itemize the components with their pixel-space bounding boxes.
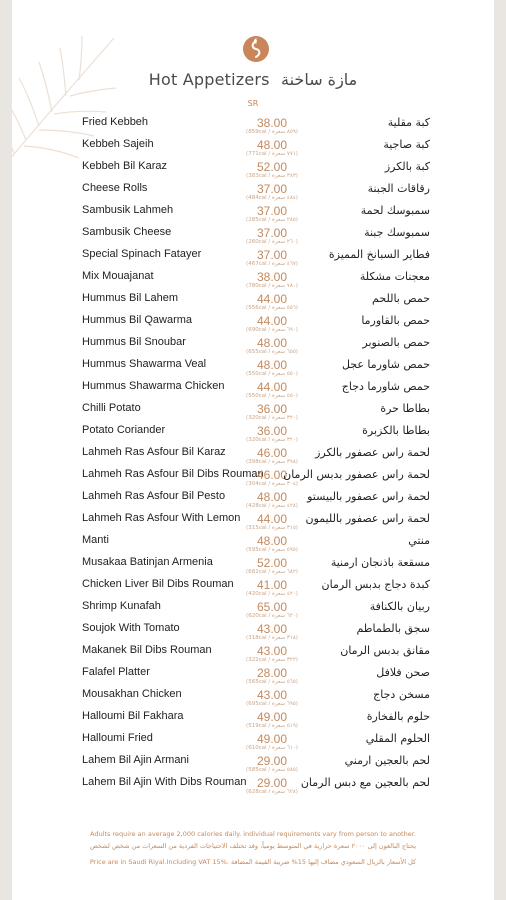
- menu-item-price: 37.00: [256, 182, 288, 196]
- menu-item-name-en: Hummus Bil Qawarma: [82, 314, 193, 326]
- menu-item-calories: (484cal / ٤٨٤ سعرة): [246, 195, 298, 201]
- menu-item-row: [12, 644, 494, 666]
- menu-item-name-ar: كبة بالكرز: [384, 160, 430, 173]
- menu-item-price: 43.00: [256, 622, 288, 636]
- menu-item-calories: (690cal / ٦٩٠ سعرة): [246, 327, 298, 333]
- section-title: [12, 70, 494, 89]
- menu-item-price: 37.00: [256, 248, 288, 262]
- menu-item-name-ar: لحمة راس عصفور بالبيستو: [307, 490, 430, 503]
- menu-item-price: 43.00: [256, 644, 288, 658]
- menu-item-name-ar: مسقعة باذنجان ارمنية: [330, 556, 430, 569]
- menu-item-price: 36.00: [256, 424, 288, 438]
- menu-item-name-ar: لحمة راس عصفور بالليمون: [305, 512, 430, 525]
- menu-item-name-en: Sambusik Lahmeh: [82, 204, 174, 216]
- menu-item-name-ar: بطاطا بالكزبرة: [362, 424, 430, 437]
- menu-item-row: [12, 512, 494, 534]
- menu-item-name-ar: حمص بالصنوبر: [362, 336, 430, 349]
- menu-item-name-en: Cheese Rolls: [82, 182, 148, 194]
- menu-item-name-en: Chicken Liver Bil Dibs Rouman: [82, 578, 234, 590]
- menu-item-row: [12, 710, 494, 732]
- menu-item-row: [12, 468, 494, 490]
- menu-item-name-ar: منتي: [408, 534, 430, 547]
- price-note: [12, 858, 494, 866]
- menu-item-name-en: Kebbeh Sajeih: [82, 138, 154, 150]
- menu-item-price: 48.00: [256, 358, 288, 372]
- menu-item-calories: (780cal / ٧٨٠ سعرة): [246, 283, 298, 289]
- menu-item-row: [12, 292, 494, 314]
- menu-item-name-en: Sambusik Cheese: [82, 226, 172, 238]
- menu-item-name-ar: لحمة راس عصفور بدبس الرمان: [283, 468, 430, 481]
- menu-item-name-ar: مسخن دجاج: [373, 688, 430, 701]
- menu-item-name-ar: لحم بالعجين مع دبس الرمان: [300, 776, 430, 789]
- menu-item-calories: (859cal / ٨٥٩ سعرة): [246, 129, 298, 135]
- menu-item-price: 49.00: [256, 732, 288, 746]
- menu-item-calories: (467cal / ٤٦٧ سعرة): [246, 261, 298, 267]
- menu-item-calories: (315cal / ٣١٥ سعرة): [246, 525, 298, 531]
- menu-item-name-ar: سجق بالطماطم: [356, 622, 430, 635]
- menu-item-row: [12, 248, 494, 270]
- menu-item-name-en: Hummus Bil Snoubar: [82, 336, 186, 348]
- menu-item-price: 48.00: [256, 490, 288, 504]
- menu-item-calories: (420cal / ٤٢٠ سعرة): [246, 591, 298, 597]
- menu-item-row: [12, 776, 494, 798]
- menu-page: [12, 0, 494, 900]
- menu-item-name-ar: لحم بالعجين ارمني: [344, 754, 430, 767]
- section-title-en: Hot Appetizers: [148, 70, 270, 89]
- menu-item-calories: (655cal / ٦٥٥ سعرة): [246, 349, 298, 355]
- menu-item-calories: (318cal / ٣١٨ سعرة): [246, 635, 298, 641]
- menu-item-calories: (585cal / ٥٨٥ سعرة): [246, 767, 298, 773]
- menu-item-price: 52.00: [256, 160, 288, 174]
- menu-item-name-ar: كبدة دجاج بدبس الرمان: [321, 578, 430, 591]
- menu-item-name-ar: معجنات مشكلة: [359, 270, 430, 283]
- menu-item-row: [12, 226, 494, 248]
- menu-item-calories: (771cal / ٧٧١ سعرة): [246, 151, 298, 157]
- menu-item-name-en: Potato Coriander: [82, 424, 166, 436]
- menu-item-price: 43.00: [256, 688, 288, 702]
- menu-item-calories: (260cal / ٢٦٠ سعرة): [246, 239, 298, 245]
- menu-item-calories: (285cal / ٢٨٥ سعرة): [246, 217, 298, 223]
- menu-item-price: 44.00: [256, 292, 288, 306]
- menu-item-calories: (550cal / ٥٥٠ سعرة): [246, 393, 298, 399]
- menu-item-name-en: Makanek Bil Dibs Rouman: [82, 644, 212, 656]
- menu-item-calories: (550cal / ٥٥٠ سعرة): [246, 371, 298, 377]
- menu-item-price: 38.00: [256, 270, 288, 284]
- menu-item-name-en: Mix Mouajanat: [82, 270, 154, 282]
- menu-item-name-ar: حمص شاورما دجاج: [341, 380, 430, 393]
- menu-item-name-ar: كبة مقلية: [387, 116, 430, 129]
- currency-label: SR: [247, 99, 259, 108]
- menu-item-calories: (322cal / ٣٢٢ سعرة): [246, 657, 298, 663]
- menu-item-name-ar: حمص شاورما عجل: [341, 358, 430, 371]
- menu-item-name-en: Lahmeh Ras Asfour With Lemon: [82, 512, 241, 524]
- menu-item-row: [12, 402, 494, 424]
- menu-item-name-en: Halloumi Fried: [82, 732, 153, 744]
- menu-item-row: [12, 600, 494, 622]
- menu-item-name-en: Fried Kebbeh: [82, 116, 149, 128]
- menu-item-name-ar: حمص باللحم: [372, 292, 430, 305]
- menu-item-price: 44.00: [256, 380, 288, 394]
- menu-item-calories: (595cal / ٥٩٥ سعرة): [246, 547, 298, 553]
- menu-item-name-en: Hummus Bil Lahem: [82, 292, 178, 304]
- menu-item-price: 48.00: [256, 336, 288, 350]
- menu-item-row: [12, 688, 494, 710]
- menu-item-name-ar: سمبوسك لحمة: [360, 204, 430, 217]
- menu-item-row: [12, 424, 494, 446]
- menu-item-calories: (628cal / ٦٢٨ سعرة): [246, 789, 298, 795]
- menu-item-calories: (695cal / ٦٩٥ سعرة): [246, 701, 298, 707]
- menu-item-calories: (565cal / ٥٦٥ سعرة): [246, 679, 298, 685]
- menu-item-row: [12, 204, 494, 226]
- menu-item-price: 28.00: [256, 666, 288, 680]
- menu-item-calories: (620cal / ٦٢٠ سعرة): [246, 613, 298, 619]
- menu-item-name-ar: رقاقات الجبنة: [367, 182, 430, 195]
- price-note-en: Price are in Saudi Riyal.Including VAT 15%.: [89, 858, 229, 866]
- menu-item-calories: (398cal / ٣٩٨ سعرة): [246, 459, 298, 465]
- menu-item-price: 44.00: [256, 314, 288, 328]
- menu-item-price: 41.00: [256, 578, 288, 592]
- menu-item-name-ar: بطاطا حرة: [380, 402, 430, 415]
- menu-item-name-en: Soujok With Tomato: [82, 622, 180, 634]
- menu-item-name-en: Lahem Bil Ajin With Dibs Rouman: [82, 776, 247, 788]
- price-note-ar: كل الأسعار بالريال السعودي مضاف إليها 15% ضريبة القيمة المضافة: [230, 858, 417, 866]
- menu-item-price: 37.00: [256, 204, 288, 218]
- menu-item-name-en: Lahmeh Ras Asfour Bil Dibs Rouman: [82, 468, 264, 480]
- menu-item-name-en: Chilli Potato: [82, 402, 141, 414]
- menu-item-row: [12, 490, 494, 512]
- menu-item-price: 52.00: [256, 556, 288, 570]
- menu-item-row: [12, 270, 494, 292]
- menu-item-calories: (383cal / ٣٨٣ سعرة): [246, 173, 298, 179]
- menu-item-calories: (519cal / ٥١٩ سعرة): [246, 723, 298, 729]
- menu-item-price: 37.00: [256, 226, 288, 240]
- menu-item-price: 29.00: [256, 754, 288, 768]
- menu-item-price: 46.00: [256, 468, 288, 482]
- menu-item-price: 48.00: [256, 534, 288, 548]
- menu-item-calories: (428cal / ٤٢٨ سعرة): [246, 503, 298, 509]
- menu-item-row: [12, 138, 494, 160]
- menu-item-calories: (556cal / ٥٥٦ سعرة): [246, 305, 298, 311]
- calorie-note-en: Adults require an average 2,000 calories daily. individual requirements vary from person to another.: [90, 830, 416, 838]
- menu-item-price: 48.00: [256, 138, 288, 152]
- menu-item-name-en: Lahmeh Ras Asfour Bil Karaz: [82, 446, 226, 458]
- menu-item-row: [12, 358, 494, 380]
- menu-item-name-ar: فطاير السبانخ المميزة: [328, 248, 430, 261]
- menu-item-name-ar: صحن فلافل: [376, 666, 430, 679]
- menu-item-name-en: Musakaa Batinjan Armenia: [82, 556, 213, 568]
- menu-item-name-en: Lahem Bil Ajin Armani: [82, 754, 189, 766]
- menu-item-row: [12, 380, 494, 402]
- menu-item-name-ar: ربيان بالكنافة: [369, 600, 430, 613]
- menu-item-row: [12, 314, 494, 336]
- menu-item-row: [12, 622, 494, 644]
- menu-item-calories: (304cal / ٣٠٤ سعرة): [246, 481, 298, 487]
- menu-item-name-ar: حلوم بالفخارة: [366, 710, 430, 723]
- menu-item-price: 49.00: [256, 710, 288, 724]
- menu-item-calories: (320cal / ٣٢٠ سعرة): [246, 415, 298, 421]
- menu-item-name-en: Hummus Shawarma Veal: [82, 358, 207, 370]
- menu-item-name-ar: لحمة راس عصفور بالكرز: [315, 446, 430, 459]
- menu-item-calories: (320cal / ٣٢٠ سعرة): [246, 437, 298, 443]
- menu-item-price: 46.00: [256, 446, 288, 460]
- section-title-ar: مازة ساخنة: [281, 70, 358, 89]
- menu-item-row: [12, 556, 494, 578]
- menu-item-name-en: Falafel Platter: [82, 666, 150, 678]
- menu-item-price: 65.00: [256, 600, 288, 614]
- menu-item-row: [12, 578, 494, 600]
- menu-item-row: [12, 534, 494, 556]
- menu-item-price: 38.00: [256, 116, 288, 130]
- brand-logo-icon: [243, 36, 269, 62]
- menu-list: [12, 116, 494, 798]
- menu-item-calories: (682cal / ٦٨٢ سعرة): [246, 569, 298, 575]
- menu-item-row: [12, 666, 494, 688]
- menu-item-name-en: Shrimp Kunafah: [82, 600, 161, 612]
- menu-item-name-ar: كبة صاجية: [383, 138, 430, 151]
- menu-item-row: [12, 732, 494, 754]
- menu-item-name-ar: الحلوم المقلي: [365, 732, 430, 745]
- menu-item-row: [12, 336, 494, 358]
- menu-item-name-ar: سمبوسك جبنة: [364, 226, 430, 239]
- menu-item-name-en: Special Spinach Fatayer: [82, 248, 202, 260]
- menu-item-price: 29.00: [256, 776, 288, 790]
- menu-item-row: [12, 116, 494, 138]
- menu-item-row: [12, 446, 494, 468]
- menu-item-name-en: Manti: [82, 534, 109, 546]
- menu-item-name-en: Kebbeh Bil Karaz: [82, 160, 167, 172]
- menu-item-row: [12, 754, 494, 776]
- menu-item-name-en: Lahmeh Ras Asfour Bil Pesto: [82, 490, 226, 502]
- menu-item-price: 36.00: [256, 402, 288, 416]
- menu-item-name-ar: مقانق بدبس الرمان: [340, 644, 430, 657]
- calorie-note-ar: يحتاج البالغون إلى ٢٠٠٠ سعرة حرارية في المتوسط يومياً، وقد تختلف الاحتياجات الفردية من السعرات من شخص لشخص: [89, 842, 417, 850]
- menu-item-name-en: Hummus Shawarma Chicken: [82, 380, 225, 392]
- menu-item-name-en: Halloumi Bil Fakhara: [82, 710, 184, 722]
- menu-item-name-ar: حمص بالقاورما: [361, 314, 430, 327]
- menu-item-calories: (610cal / ٦١٠ سعرة): [246, 745, 298, 751]
- menu-item-price: 44.00: [256, 512, 288, 526]
- menu-item-row: [12, 182, 494, 204]
- menu-item-row: [12, 160, 494, 182]
- menu-item-name-en: Mousakhan Chicken: [82, 688, 182, 700]
